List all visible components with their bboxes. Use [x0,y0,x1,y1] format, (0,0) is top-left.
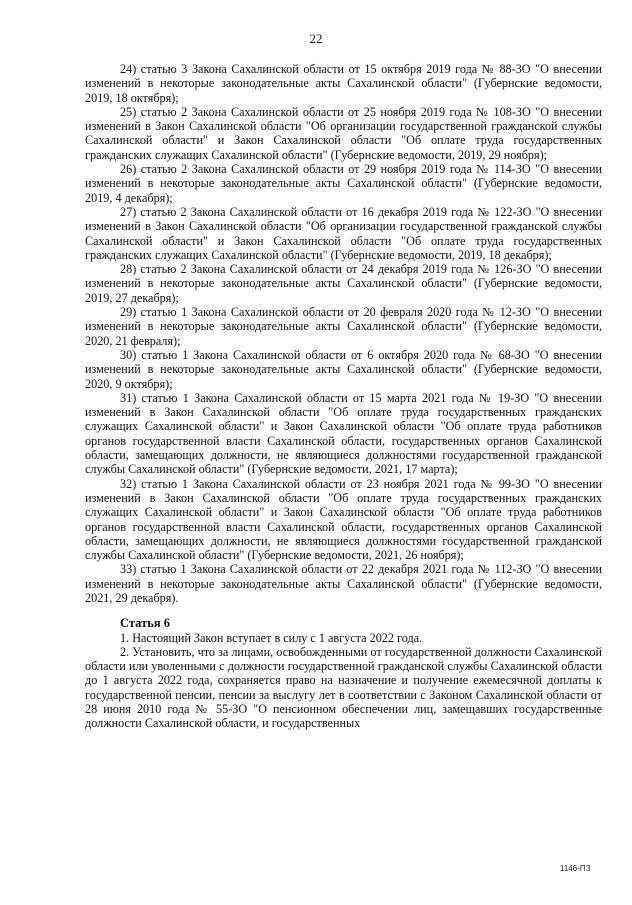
list-item-29: 29) статью 1 Закона Сахалинской области от 20 февраля 2020 года № 12-ЗО "О внесении изменений в некоторые законодательные акты Сахалинской области" (Губернские ведомости, 2020, 21 февраля); [85,305,602,348]
article-title: Статья 6 [120,616,170,631]
list-item-26: 26) статью 2 Закона Сахалинской области от 29 ноября 2019 года № 114-ЗО "О внесении изменений в некоторые законодательные акты Сахалинской области" (Губернские ведомости, 2019, 4 декабря); [85,162,602,205]
document-body [85,62,602,731]
list-item-32: 32) статью 1 Закона Сахалинской области от 23 ноября 2021 года № 99-ЗО "О внесении изменений в Закон Сахалинской области "Об оплате труда государственных гражданских служащих Сахалинской области" и Закон Сахалинской области "Об оплате труда работников органов государственной власти Сахалинской области, государственных органов Сахалинской области, замещающих должности, не являющиеся должностями государственной гражданской службы Сахалинской области" (Губернские ведомости, 2021, 26 ноября); [85,476,602,563]
page-number: 22 [309,31,323,46]
list-item-27: 27) статью 2 Закона Сахалинской области от 16 декабря 2019 года № 122-ЗО "О внесении изменений в Закон Сахалинской области "Об организации государственной гражданской службы Сахалинской области" и Закон Сахалинской области "Об оплате труда государственных гражданских служащих Сахалинской области" (Губернские ведомости, 2019, 18 декабря); [85,204,602,262]
list-item-24: 24) статью 3 Закона Сахалинской области от 15 октября 2019 года № 88-ЗО "О внесении изменений в некоторые законодательные акты Сахалинской области" (Губернские ведомости, 2019, 18 октября); [85,62,602,105]
list-item-31: 31) статью 1 Закона Сахалинской области от 15 марта 2021 года № 19-ЗО "О внесении изменений в Закон Сахалинской области "Об оплате труда государственных гражданских служащих Сахалинской области" и Закон Сахалинской области "Об оплате труда работников органов государственной власти Сахалинской области, государственных органов Сахалинской области, замещающих должности, не являющиеся должностями государственной гражданской службы Сахалинской области" (Губернские ведомости, 2021, 17 марта); [85,390,602,477]
list-item-25: 25) статью 2 Закона Сахалинской области от 25 ноября 2019 года № 108-ЗО "О внесении изменений в Закон Сахалинской области "Об организации государственной гражданской службы Сахалинской области" и Закон Сахалинской области "Об оплате труда государственных гражданских служащих Сахалинской области" (Губернские ведомости, 2019, 29 ноября); [85,104,602,162]
document-code: 1146-ПЗ [560,864,591,873]
article-paragraph-2: 2. Установить, что за лицами, освобожденными от государственной должности Сахалинской области или уволенными с должности государственной гражданской службы Сахалинской области до 1 августа 2022 года, сохраняется право на назначение и получение ежемесячной доплаты к государственной пенсии, пенсии за выслугу лет в соответствии с Законом Сахалинской области от 28 июня 2010 года № 55-ЗО "О пенсионном обеспечении лиц, замещавших государственные должности Сахалинской области, и государственных [85,644,602,731]
list-item-33: 33) статью 1 Закона Сахалинской области от 22 декабря 2021 года № 112-ЗО "О внесении изменений в некоторые законодательные акты Сахалинской области" (Губернские ведомости, 2021, 29 декабря). [85,562,602,605]
list-item-30: 30) статью 1 Закона Сахалинской области от 6 октября 2020 года № 68-ЗО "О внесении изменений в некоторые законодательные акты Сахалинской области" (Губернские ведомости, 2020, 9 октября); [85,347,602,391]
article-paragraph-1: 1. Настоящий Закон вступает в силу с 1 августа 2022 года. [120,630,423,645]
list-item-28: 28) статью 2 Закона Сахалинской области от 24 декабря 2019 года № 126-ЗО "О внесении изменений в некоторые законодательные акты Сахалинской области" (Губернские ведомости, 2019, 27 декабря); [85,262,602,305]
